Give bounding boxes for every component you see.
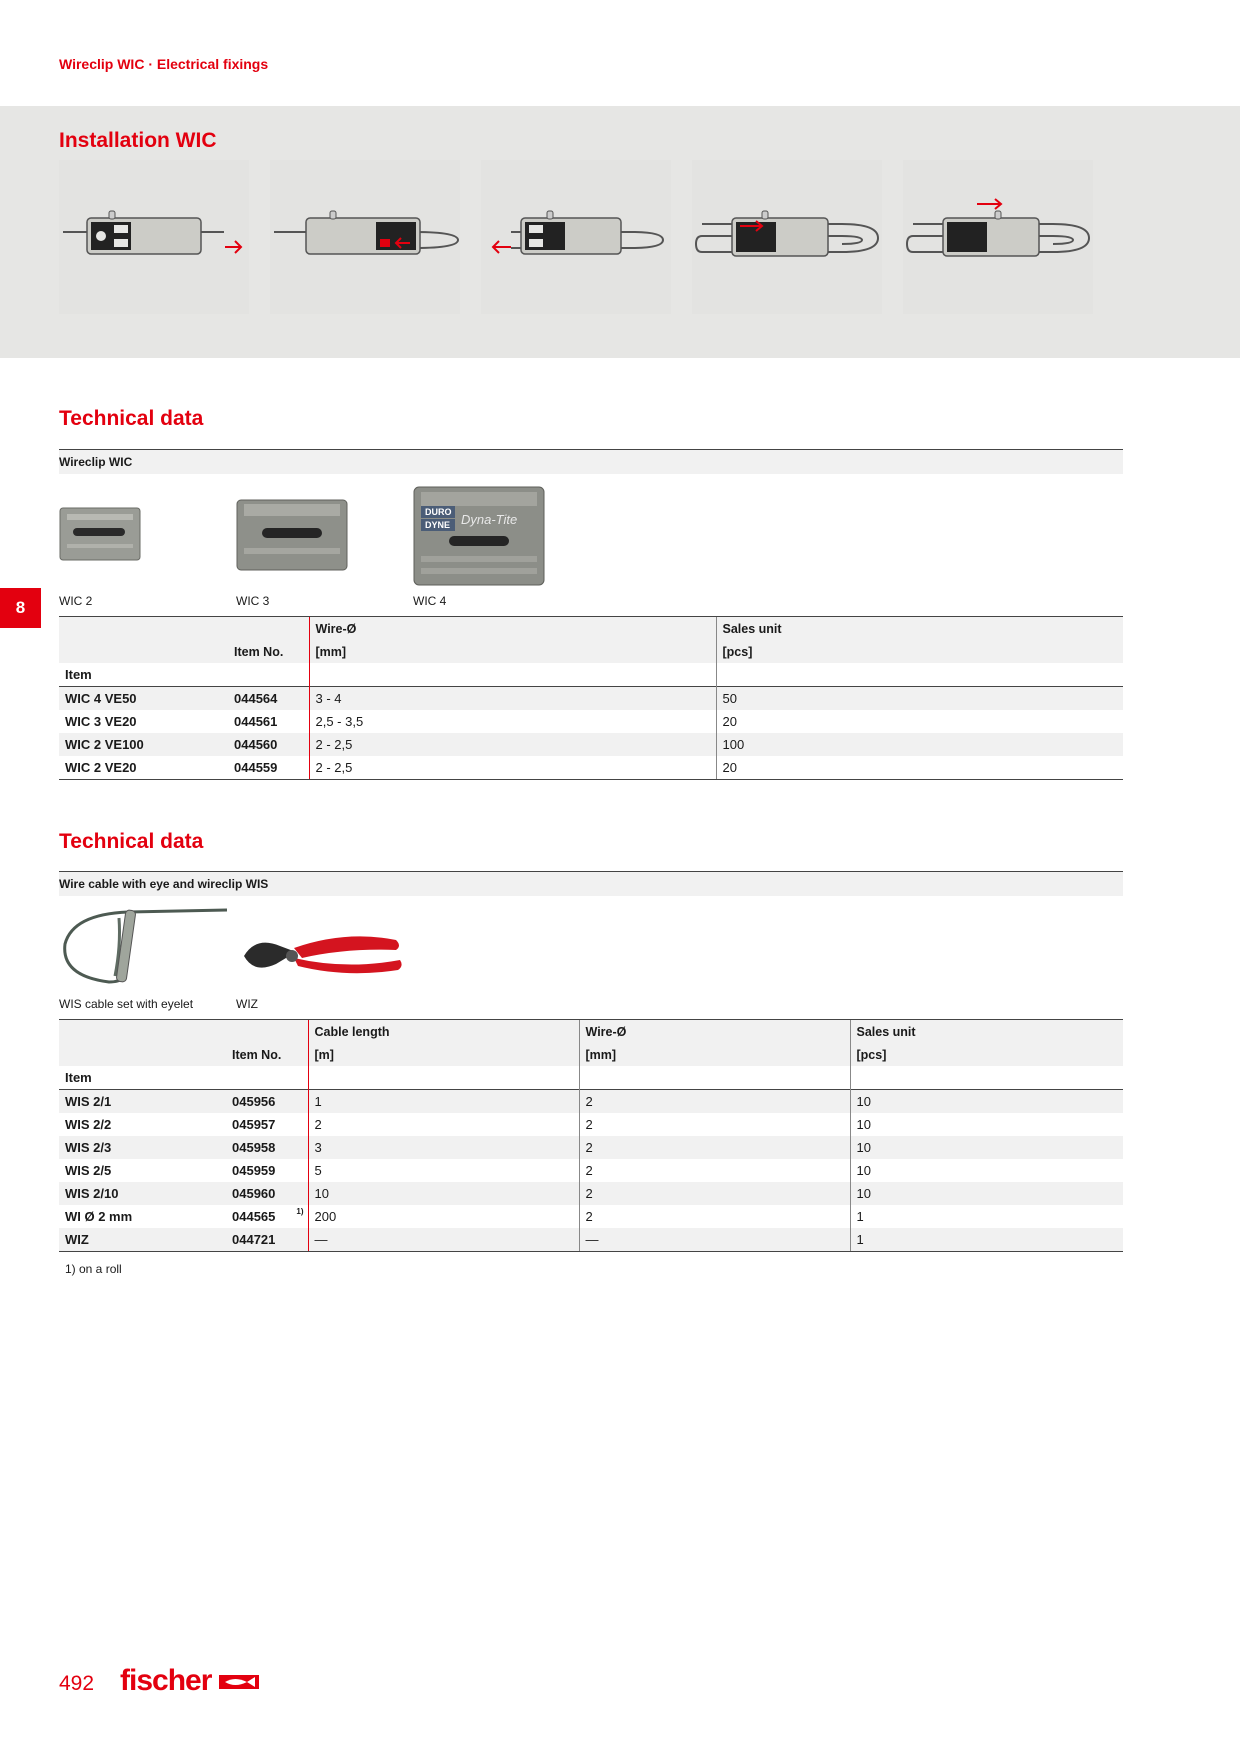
product-caption-wic4: WIC 4	[413, 594, 447, 608]
installation-step-3	[481, 160, 671, 314]
table-row: WIS 2/3 045958 3 2 10	[59, 1136, 1123, 1159]
table-row: WIS 2/1 045956 1 2 10	[59, 1090, 1123, 1114]
header-sales-unit: [pcs]	[716, 640, 1123, 663]
page-number: 492	[59, 1672, 95, 1695]
header-item-no: Item No.	[228, 640, 309, 663]
duro-label: DURO	[425, 507, 452, 517]
table-row: WIC 3 VE20 044561 2,5 - 3,5 20	[59, 710, 1123, 733]
breadcrumb: Wireclip WIC · Electrical fixings	[59, 56, 269, 72]
chapter-tab: 8	[0, 588, 41, 628]
brand-logo: fischer	[120, 1664, 259, 1698]
tech-subhead-1: Wireclip WIC	[59, 449, 1123, 474]
table-row: WIS 2/10 045960 10 2 10	[59, 1182, 1123, 1205]
installation-step-5	[903, 160, 1093, 314]
wic-table	[59, 616, 1123, 780]
tech-subhead-2: Wire cable with eye and wireclip WIS	[59, 871, 1123, 896]
product-image-wis	[59, 906, 227, 993]
table-row: WIZ 044721 — — 1	[59, 1228, 1123, 1252]
dyna-tite-label: Dyna-Tite	[461, 512, 518, 527]
product-caption-wic3: WIC 3	[236, 594, 270, 608]
header-cable-length: Cable length	[308, 1020, 579, 1044]
header-wire-unit: [mm]	[579, 1043, 850, 1066]
installation-title: Installation WIC	[59, 129, 217, 152]
installation-step-2	[270, 160, 460, 314]
header-length-unit: [m]	[308, 1043, 579, 1066]
table-row: WIC 2 VE20 044559 2 - 2,5 20	[59, 756, 1123, 780]
header-sales: Sales unit	[850, 1020, 1123, 1044]
header-sales-unit: [pcs]	[850, 1043, 1123, 1066]
product-caption-wic2: WIC 2	[59, 594, 93, 608]
tech-data-title-2: Technical data	[59, 830, 204, 853]
product-image-wiz	[236, 926, 404, 993]
product-caption-wis: WIS cable set with eyelet	[59, 997, 194, 1011]
header-item-no: Item No.	[226, 1043, 308, 1066]
dyne-label: DYNE	[425, 520, 451, 530]
installation-step-4	[692, 160, 882, 314]
fish-logo-icon	[219, 1673, 259, 1691]
installation-step-1	[59, 160, 249, 314]
header-sales: Sales unit	[716, 617, 1123, 641]
table-row: WIC 2 VE100 044560 2 - 2,5 100	[59, 733, 1123, 756]
header-wire: Wire-Ø	[309, 617, 716, 641]
header-wire-unit: [mm]	[309, 640, 716, 663]
wis-table	[59, 1019, 1123, 1252]
table-row: WIC 4 VE50 044564 3 - 4 50	[59, 687, 1123, 711]
product-image-wic3	[236, 498, 348, 577]
footnote-ref: 1)	[296, 1207, 304, 1216]
table-row: WIS 2/5 045959 5 2 10	[59, 1159, 1123, 1182]
product-image-wic4	[413, 486, 545, 591]
table-row: WI Ø 2 mm 044565 1) 200 2 1	[59, 1205, 1123, 1228]
product-image-wic2	[59, 506, 141, 567]
header-item: Item	[65, 667, 92, 682]
table-row: WIS 2/2 045957 2 2 10	[59, 1113, 1123, 1136]
header-wire: Wire-Ø	[579, 1020, 850, 1044]
product-caption-wiz: WIZ	[236, 997, 258, 1011]
footnote: 1) on a roll	[65, 1262, 122, 1276]
header-item: Item	[65, 1070, 92, 1085]
tech-data-title-1: Technical data	[59, 407, 204, 430]
